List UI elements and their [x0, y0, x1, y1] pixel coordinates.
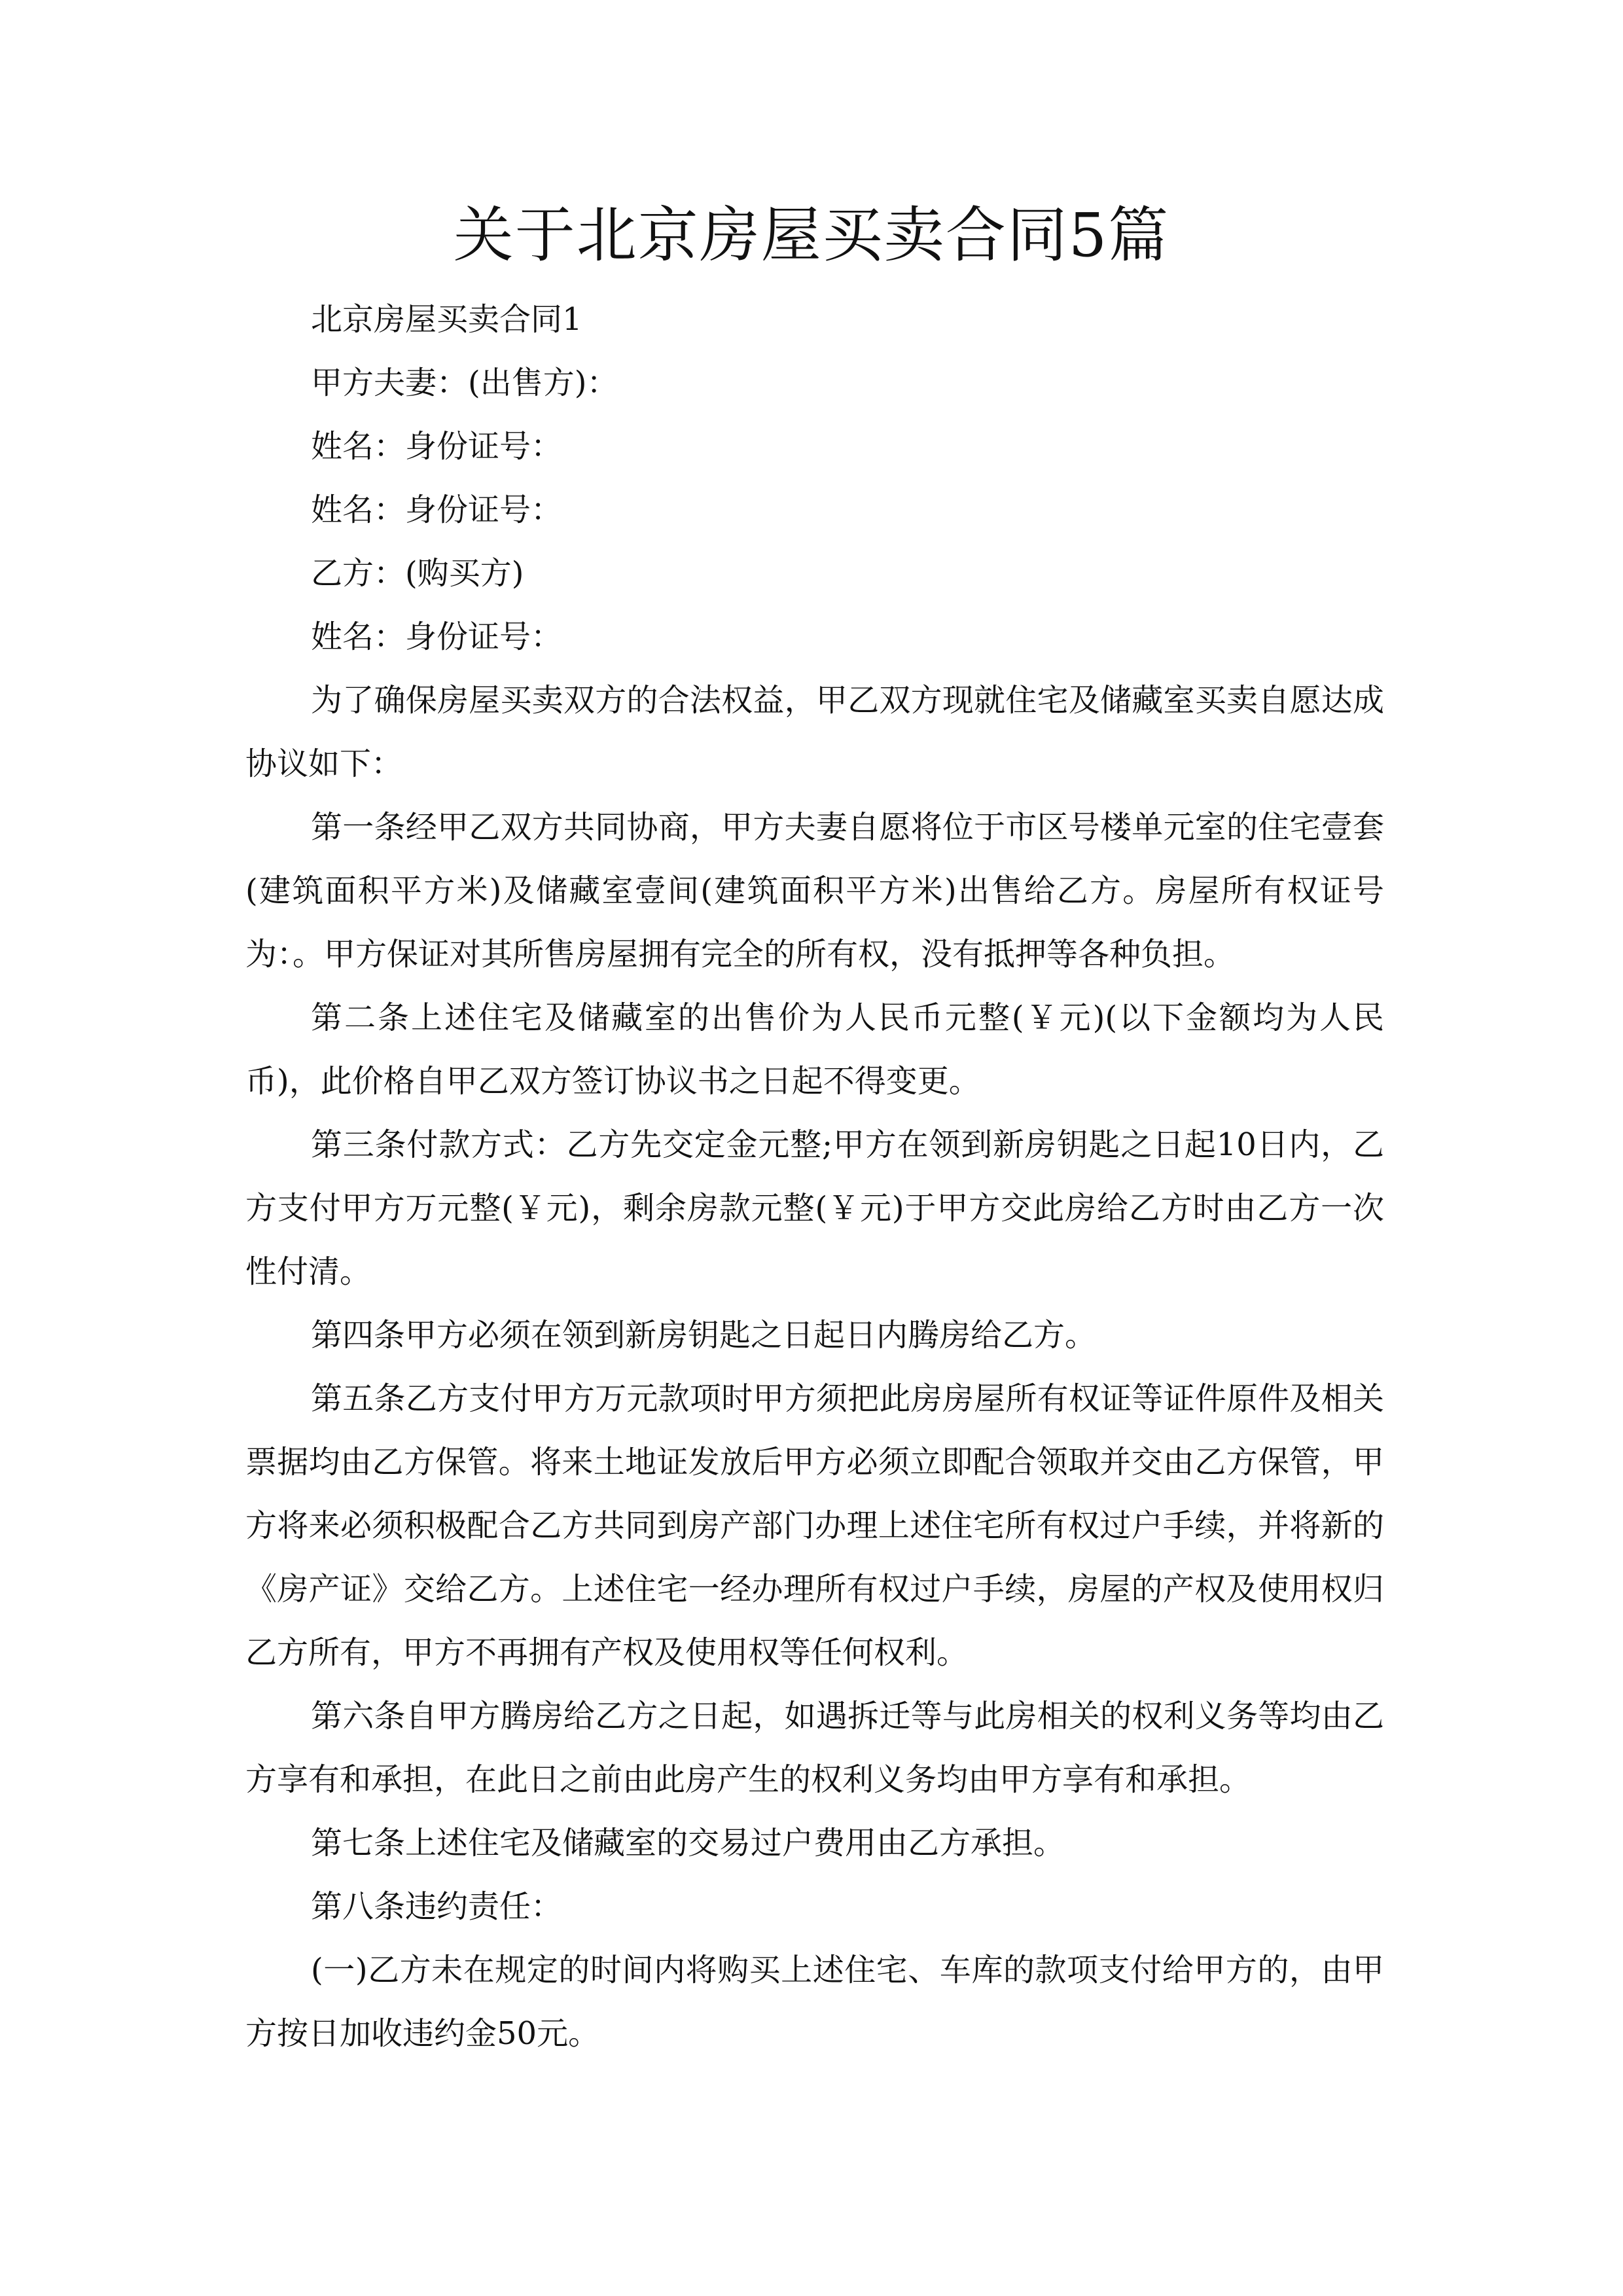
preamble-paragraph: 为了确保房屋买卖双方的合法权益，甲乙双方现就住宅及储藏室买卖自愿达成协议如下： [245, 682, 1384, 782]
article-8-heading: 第八条违约责任： [311, 1888, 563, 1925]
article-5-paragraph: 第五条乙方支付甲方万元款项时甲方须把此房房屋所有权证等证件原件及相关票据均由乙方保管。将来土地证发放后甲方必须立即配合领取并交由乙方保管，甲方将来必须积极配合乙方共同到房产部门办理上述住宅所有权过户手续，并将新的《房产证》交给乙方。上述住宅一经办理所有权过户手续，房屋的产权及使用权归乙方所有，甲方不再拥有产权及使用权等任何权利。 [245, 1380, 1384, 1671]
article-2-paragraph: 第二条上述住宅及储藏室的出售价为人民币元整(￥元)(以下金额均为人民币)，此价格自甲乙双方签订协议书之日起不得变更。 [245, 999, 1384, 1100]
party-a-name-id-2: 姓名：身份证号： [311, 492, 563, 528]
article-4-paragraph: 第四条甲方必须在领到新房钥匙之日起日内腾房给乙方。 [311, 1317, 1097, 1354]
document-title: 关于北京房屋买卖合同5篇 [453, 200, 1170, 270]
contract-subtitle: 北京房屋买卖合同1 [311, 301, 582, 338]
party-b-label: 乙方：(购买方) [311, 555, 524, 592]
party-a-name-id-1: 姓名：身份证号： [311, 428, 563, 465]
party-a-label: 甲方夫妻：(出售方)： [311, 365, 618, 401]
party-b-name-id: 姓名：身份证号： [311, 619, 563, 655]
article-7-paragraph: 第七条上述住宅及储藏室的交易过户费用由乙方承担。 [311, 1825, 1065, 1861]
article-1-paragraph: 第一条经甲乙双方共同协商，甲方夫妻自愿将位于市区号楼单元室的住宅壹套(建筑面积平方米)及储藏室壹间(建筑面积平方米)出售给乙方。房屋所有权证号为：。甲方保证对其所售房屋拥有完全的所有权，没有抵押等各种负担。 [245, 809, 1384, 973]
article-8-clause-1: (一)乙方未在规定的时间内将购买上述住宅、车库的款项支付给甲方的，由甲方按日加收违约金50元。 [245, 1952, 1384, 2052]
article-6-paragraph: 第六条自甲方腾房给乙方之日起，如遇拆迁等与此房相关的权利义务等均由乙方享有和承担，在此日之前由此房产生的权利义务均由甲方享有和承担。 [245, 1698, 1384, 1798]
document-body [245, 288, 1384, 2066]
article-3-paragraph: 第三条付款方式：乙方先交定金元整;甲方在领到新房钥匙之日起10日内，乙方支付甲方万元整(￥元)，剩余房款元整(￥元)于甲方交此房给乙方时由乙方一次性付清。 [245, 1126, 1384, 1290]
